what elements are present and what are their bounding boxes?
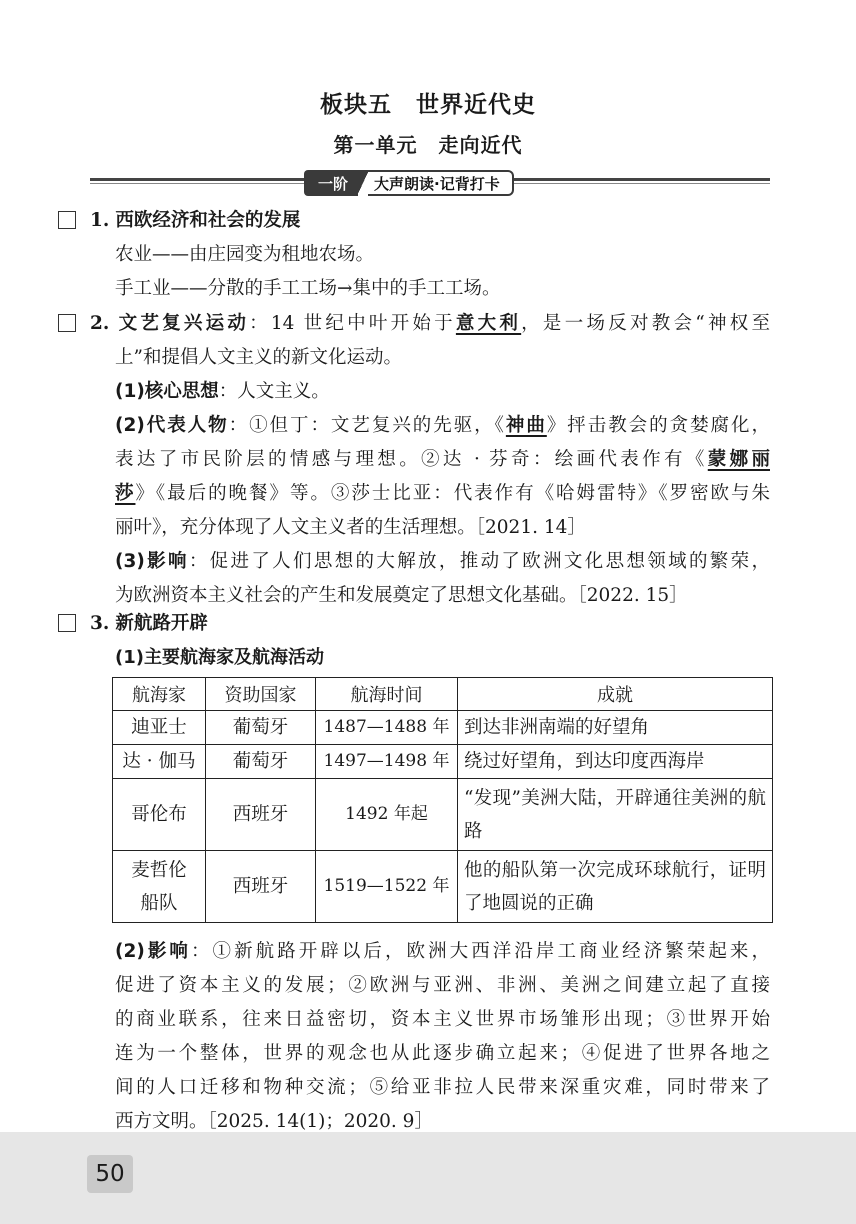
section-3-number: 3. [90,613,110,634]
cell-achievement: 到达非洲南端的好望角 [458,711,773,745]
impact-line-2: 为欧洲资本主义社会的产生和发展奠定了思想文化基础。［2022. 15］ [115,585,688,606]
core-idea-line [115,375,330,408]
influence-line-3: 的商业联系，往来日益密切，资本主义世界市场雏形出现；③世界开始 [115,1009,770,1030]
table-header-row [113,678,773,711]
table-row [113,851,773,923]
figures-text-a: ：①但丁：文艺复兴的先驱，《 [228,415,506,436]
cell-time: 1497—1498 年 [316,745,458,779]
section-2-number: 2. [90,313,110,334]
cell-sponsor: 葡萄牙 [206,745,316,779]
cell-navigator: 达 · 伽马 [113,745,206,779]
keyword-mona-lisa-a: 蒙娜丽 [707,449,770,470]
influence-text-1: ：①新航路开辟以后，欧洲大西洋沿岸工商业经济繁荣起来， [190,941,770,962]
core-idea-text: ：人文主义。 [218,381,330,402]
cell-time: 1492 年起 [316,779,458,851]
section-1-line-1: 农业——由庄园变为租地农场。 [115,244,375,265]
keyword-mona-lisa-b: 莎 [115,483,136,504]
figures-text-b: 》抨击教会的贪婪腐化， [546,415,770,436]
unit-title: 第一单元 走向近代 [333,133,523,157]
banner-text: 大声朗读·记背打卡 [368,170,514,196]
section-1-line-2: 手工业——分散的手工工场→集中的手工工场。 [115,278,501,299]
impact-label: (3)影响 [115,551,189,572]
figures-line-4: 丽叶》，充分体现了人文主义者的生活理想。［2021. 14］ [115,517,586,538]
table-row [113,745,773,779]
section-2-line-2: 上”和提倡人文主义的新文化运动。 [115,347,402,368]
navigators-subheading: (1)主要航海家及航海活动 [115,647,324,668]
cell-achievement: 绕过好望角，到达印度西海岸 [458,745,773,779]
table-row [113,779,773,851]
header-navigator: 航海家 [113,678,206,711]
navigators-table [112,677,773,923]
checkbox-3[interactable] [58,614,76,632]
cell-sponsor: 葡萄牙 [206,711,316,745]
section-1-heading [90,204,300,237]
cell-navigator: 哥伦布 [113,779,206,851]
influence-line-2: 促进了资本主义的发展；②欧洲与亚洲、非洲、美洲之间建立起了直接 [115,975,770,996]
page-number: 50 [87,1155,133,1193]
figures-text-c: 表达了市民阶层的情感与理想。②达 · 芬奇：绘画代表作有《 [115,449,708,470]
impact-text-a: ：促进了人们思想的大解放，推动了欧洲文化思想领域的繁荣， [188,551,770,572]
section-3-title: 新航路开辟 [115,613,208,634]
figures-label: (2)代表人物 [115,415,229,436]
page-title: 板块五 世界近代史 [320,92,536,118]
cell-navigator: 迪亚士 [113,711,206,745]
core-idea-label: (1)核心思想 [115,381,219,402]
table-row [113,711,773,745]
cell-achievement: 他的船队第一次完成环球航行，证明了地圆说的正确 [458,851,773,923]
header-time: 航海时间 [316,678,458,711]
influence-line-4: 连为一个整体，世界的观念也从此逐步确立起来；④促进了世界各地之 [115,1043,770,1064]
cell-achievement: “发现”美洲大陆，开辟通往美洲的航路 [458,779,773,851]
banner-step: 一阶 [304,170,358,196]
section-2-title: 文艺复兴运动 [115,313,250,334]
cell-sponsor: 西班牙 [206,851,316,923]
section-1-number: 1. [90,210,110,231]
influence-label: (2)影响 [115,941,191,962]
checkbox-1[interactable] [58,211,76,229]
keyword-divine-comedy: 神曲 [505,415,547,436]
section-3-heading [90,607,208,640]
header-achievement: 成就 [458,678,773,711]
section-2-text-b: ，是一场反对教会“神权至 [521,313,770,334]
section-banner [304,170,556,196]
figures-line-3 [115,477,770,510]
header-sponsor: 资助国家 [206,678,316,711]
banner-slant [358,170,368,196]
figures-line-2 [115,443,770,476]
checkbox-2[interactable] [58,314,76,332]
influence-line-1 [115,935,770,968]
influence-line-6: 西方文明。［2025. 14(1)；2020. 9］ [115,1111,433,1132]
cell-navigator: 麦哲伦船队 [113,851,206,923]
influence-line-5: 间的人口迁移和物种交流；⑤给亚非拉人民带来深重灾难，同时带来了 [115,1077,770,1098]
section-2-line-1 [90,307,770,340]
cell-time: 1519—1522 年 [316,851,458,923]
impact-line-1 [115,545,770,578]
figures-line-1 [115,409,770,442]
section-2-text-a: ：14 世纪中叶开始于 [249,313,456,334]
figures-text-d: 》《最后的晚餐》等。③莎士比亚：代表作有《哈姆雷特》《罗密欧与朱 [135,483,770,504]
cell-time: 1487—1488 年 [316,711,458,745]
section-1-title: 西欧经济和社会的发展 [115,210,301,231]
cell-sponsor: 西班牙 [206,779,316,851]
keyword-italy: 意大利 [455,313,522,334]
